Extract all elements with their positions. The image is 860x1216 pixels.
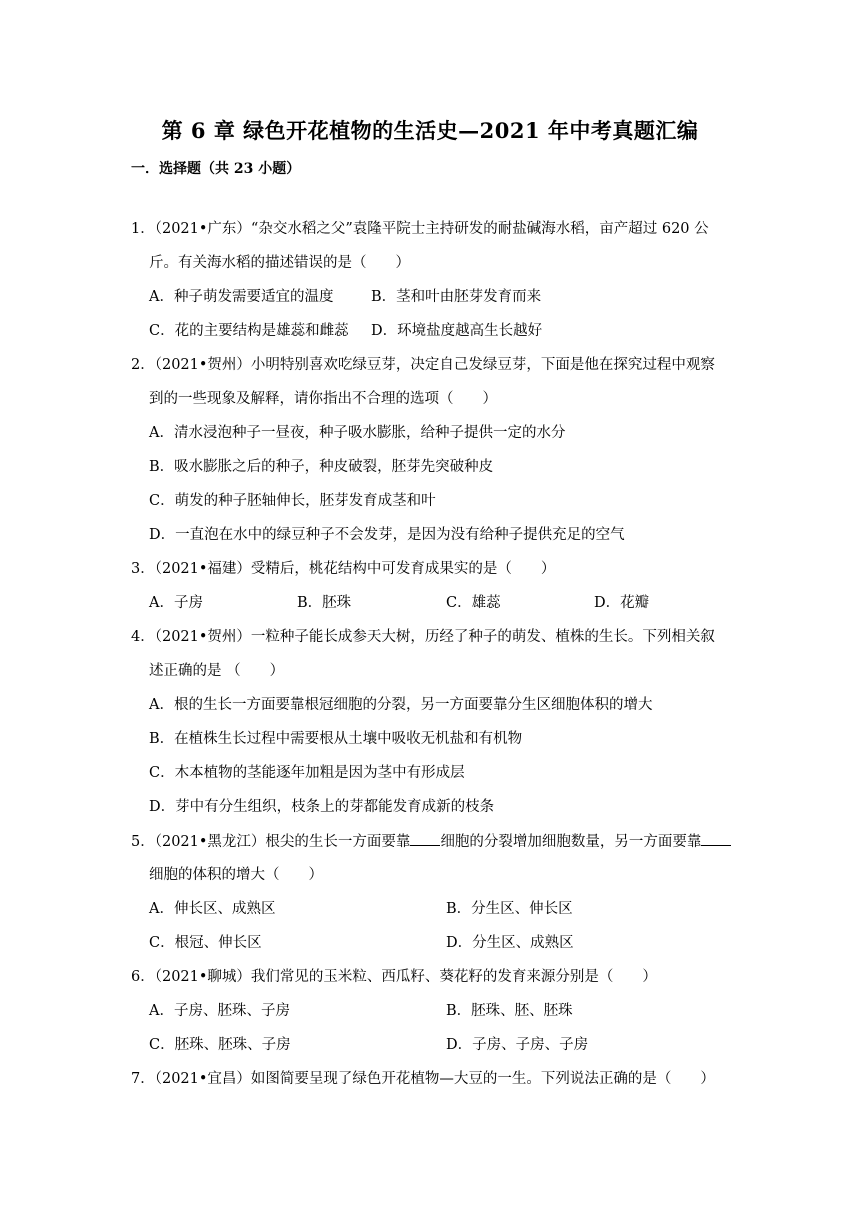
question-3-option-c: C．雄蕊 <box>446 595 501 611</box>
question-1-stem: 1．（2021•广东）“杂交水稻之父”袁隆平院士主持研发的耐盐碱海水稻，亩产超过 620 公 <box>131 221 709 237</box>
question-2-stem-cont: 到的一些现象及解释，请你指出不合理的选项（ ） <box>149 391 497 407</box>
question-1-option-c: C．花的主要结构是雄蕊和雌蕊 <box>149 323 349 339</box>
question-6-stem: 6．（2021•聊城）我们常见的玉米粒、西瓜籽、葵花籽的发育来源分别是（ ） <box>131 969 657 985</box>
question-6-option-a: A．子房、胚珠、子房 <box>149 1003 290 1019</box>
question-1-option-d: D．环境盐度越高生长越好 <box>371 323 543 339</box>
question-1-option-b: B．茎和叶由胚芽发育而来 <box>371 289 542 305</box>
question-5-option-a: A．伸长区、成熟区 <box>149 901 276 917</box>
question-3-option-b: B．胚珠 <box>297 595 352 611</box>
section-heading: 一．选择题（共 23 小题） <box>131 161 301 177</box>
question-2-stem: 2．（2021•贺州）小明特别喜欢吃绿豆芽，决定自己发绿豆芽，下面是他在探究过程中观察 <box>131 357 715 373</box>
question-4-stem: 4．（2021•贺州）一粒种子能长成参天大树，历经了种子的萌发、植株的生长。下列相关叙 <box>131 629 715 645</box>
question-5-option-c: C．根冠、伸长区 <box>149 935 262 951</box>
question-3-option-a: A．子房 <box>149 595 203 611</box>
question-4-option-d: D．芽中有分生组织，枝条上的芽都能发育成新的枝条 <box>149 799 495 815</box>
question-1-option-a: A．种子萌发需要适宜的温度 <box>149 289 334 305</box>
question-6-option-d: D．子房、子房、子房 <box>446 1037 589 1053</box>
question-5-stem-part2: 细胞的分裂增加细胞数量，另一方面要靠 <box>440 834 702 850</box>
question-3-option-d: D．花瓣 <box>594 595 650 611</box>
question-6-option-c: C．胚珠、胚珠、子房 <box>149 1037 291 1053</box>
question-7-stem: 7．（2021•宜昌）如图简要呈现了绿色开花植物—大豆的一生。下列说法正确的是（ ） <box>131 1071 715 1087</box>
question-5-stem-cont: 细胞的体积的增大（ ） <box>149 867 323 883</box>
question-2-option-c: C．萌发的种子胚轴伸长，胚芽发育成茎和叶 <box>149 493 436 509</box>
question-4-option-c: C．木本植物的茎能逐年加粗是因为茎中有形成层 <box>149 765 465 781</box>
question-1-stem-cont: 斤。有关海水稻的描述错误的是（ ） <box>149 255 410 271</box>
question-4-option-a: A．根的生长一方面要靠根冠细胞的分裂，另一方面要靠分生区细胞体积的增大 <box>149 697 653 713</box>
question-2-option-d: D．一直泡在水中的绿豆种子不会发芽，是因为没有给种子提供充足的空气 <box>149 527 625 543</box>
question-5-stem <box>131 831 731 852</box>
question-4-option-b: B．在植株生长过程中需要根从土壤中吸收无机盐和有机物 <box>149 731 523 747</box>
document-title: 第 6 章 绿色开花植物的生活史—2021 年中考真题汇编 <box>161 118 699 143</box>
question-5-option-d: D．分生区、成熟区 <box>446 935 574 951</box>
question-6-option-b: B．胚珠、胚、胚珠 <box>446 1003 573 1019</box>
question-5-stem-part1: 5．（2021•黑龙江）根尖的生长一方面要靠 <box>131 834 411 850</box>
question-4-stem-cont: 述正确的是 （ ） <box>149 663 285 679</box>
answer-blank <box>701 831 731 846</box>
answer-blank <box>410 831 440 846</box>
question-3-stem: 3．（2021•福建）受精后，桃花结构中可发育成果实的是（ ） <box>131 561 556 577</box>
question-5-option-b: B．分生区、伸长区 <box>446 901 573 917</box>
question-2-option-b: B．吸水膨胀之后的种子，种皮破裂，胚芽先突破种皮 <box>149 459 494 475</box>
question-2-option-a: A．清水浸泡种子一昼夜，种子吸水膨胀，给种子提供一定的水分 <box>149 425 566 441</box>
